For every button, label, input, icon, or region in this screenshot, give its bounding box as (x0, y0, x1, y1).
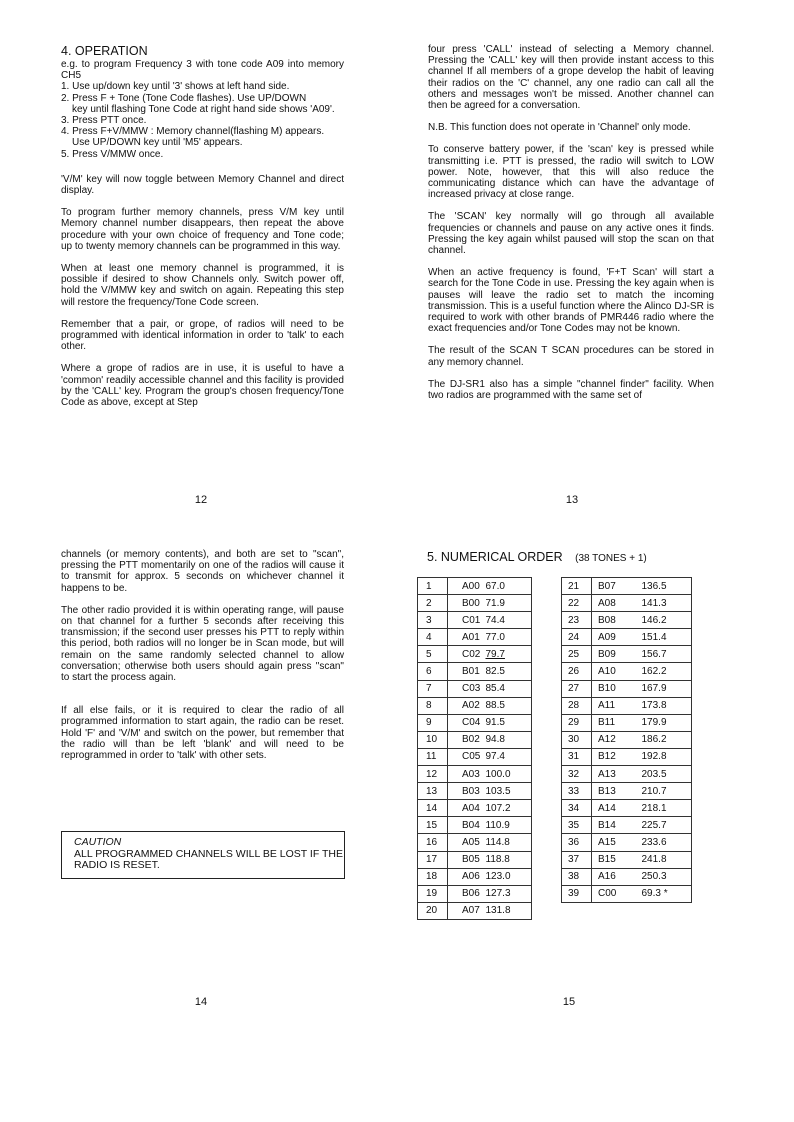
tone-code: A14 (592, 800, 632, 817)
tones-table-right (561, 577, 692, 903)
tone-index: 19 (418, 885, 448, 902)
numerical-order-subheading: (38 TONES + 1) (575, 553, 647, 564)
tone-code: B02 (448, 731, 482, 748)
tone-index: 16 (418, 834, 448, 851)
tone-row (418, 629, 532, 646)
step-4: 4. Press F+V/MMW : Memory channel(flashing M) appears. (61, 126, 325, 138)
paragraph: 'V/M' key will now toggle between Memory Channel and direct display. (61, 173, 344, 197)
tone-index: 2 (418, 595, 448, 612)
tone-frequency: 210.7 (632, 783, 692, 800)
paragraph: channels (or memory contents), and both are set to "scan", pressing the PTT momentarily on one of the radios will cause it to transmit for approx. 5 seconds on whichever channel it happens to be. (61, 549, 344, 594)
tone-row (562, 817, 692, 834)
paragraph: four press 'CALL' instead of selecting a Memory channel. Pressing the 'CALL' key will then provide instant access to this channel If all members of a grope develop the habit of leaving their radios on the 'C' channel, any one radio can call all the others and messages won't be missed. Another channel can then be agreed for a conversation. (428, 44, 714, 112)
tone-row (418, 748, 532, 765)
tone-row (418, 851, 532, 868)
tone-code: A00 (448, 578, 482, 595)
tone-index: 12 (418, 766, 448, 783)
tone-index: 10 (418, 731, 448, 748)
tone-code: A01 (448, 629, 482, 646)
tone-code: B01 (448, 663, 482, 680)
tone-index: 15 (418, 817, 448, 834)
tone-row (418, 885, 532, 902)
tone-index: 29 (562, 714, 592, 731)
tone-index: 27 (562, 680, 592, 697)
tone-row (562, 629, 692, 646)
tone-frequency: 85.4 (482, 680, 532, 697)
tone-code: C05 (448, 748, 482, 765)
tone-row (562, 731, 692, 748)
tone-index: 6 (418, 663, 448, 680)
tone-frequency: 141.3 (632, 595, 692, 612)
tone-code: A04 (448, 800, 482, 817)
tone-code: A05 (448, 834, 482, 851)
page-number: 13 (565, 494, 579, 506)
tone-code: B13 (592, 783, 632, 800)
tone-code: B10 (592, 680, 632, 697)
tone-index: 1 (418, 578, 448, 595)
tone-code: B00 (448, 595, 482, 612)
tone-index: 14 (418, 800, 448, 817)
tone-index: 24 (562, 629, 592, 646)
tone-row (562, 714, 692, 731)
paragraph: The DJ-SR1 also has a simple "channel finder" facility. When two radios are programmed with the same set of (428, 378, 714, 402)
tone-frequency: 100.0 (482, 766, 532, 783)
tone-frequency: 118.8 (482, 851, 532, 868)
step-5: 5. Press V/MMW once. (61, 148, 164, 160)
tone-index: 33 (562, 783, 592, 800)
tone-row (562, 646, 692, 663)
tone-row (562, 766, 692, 783)
tone-frequency: 114.8 (482, 834, 532, 851)
tone-frequency: 241.8 (632, 851, 692, 868)
tone-index: 13 (418, 783, 448, 800)
tone-frequency: 88.5 (482, 697, 532, 714)
tone-code: A10 (592, 663, 632, 680)
numerical-order-heading: 5. NUMERICAL ORDER (427, 550, 563, 564)
tone-frequency: 179.9 (632, 714, 692, 731)
tone-index: 30 (562, 731, 592, 748)
tone-row (562, 680, 692, 697)
page-number: 15 (562, 996, 576, 1008)
tone-frequency: 103.5 (482, 783, 532, 800)
tone-index: 7 (418, 680, 448, 697)
tone-code: C01 (448, 612, 482, 629)
tone-code: A13 (592, 766, 632, 783)
tone-index: 39 (562, 885, 592, 902)
tone-frequency: 79.7 (482, 646, 532, 663)
tone-row (418, 783, 532, 800)
step-2: 2. Press F + Tone (Tone Code flashes). Use UP/DOWN (61, 92, 307, 104)
tone-frequency: 186.2 (632, 731, 692, 748)
tone-frequency: 74.4 (482, 612, 532, 629)
tone-code: C04 (448, 714, 482, 731)
tone-code: C00 (592, 885, 632, 902)
tone-row (562, 595, 692, 612)
tone-frequency: 69.3 * (632, 885, 692, 902)
page-number: 12 (194, 494, 208, 506)
tone-index: 23 (562, 612, 592, 629)
tone-code: C02 (448, 646, 482, 663)
tone-frequency: 71.9 (482, 595, 532, 612)
paragraph: When at least one memory channel is programmed, it is possible if desired to show Channels only. Switch power off, hold the V/MMW key and switch on again. Repeating this step will restore the frequency/Tone Code screen. (61, 263, 344, 308)
operation-intro: e.g. to program Frequency 3 with tone code A09 into memory CH5 (61, 59, 344, 82)
tone-row (562, 851, 692, 868)
tone-row (562, 697, 692, 714)
tone-frequency: 82.5 (482, 663, 532, 680)
tone-row (418, 612, 532, 629)
tone-code: A03 (448, 766, 482, 783)
step-4-cont: Use UP/DOWN key until 'M5' appears. (72, 137, 243, 149)
tone-row (418, 578, 532, 595)
tone-index: 22 (562, 595, 592, 612)
tone-row (418, 902, 532, 919)
page-number: 14 (194, 996, 208, 1008)
tone-frequency: 233.6 (632, 834, 692, 851)
tone-frequency: 97.4 (482, 748, 532, 765)
paragraph: The other radio provided it is within operating range, will pause on that channel for a further 5 seconds after receiving this transmission; if the second user presses his PTT to reply within this period, both radios will no longer be in Scan mode, but will remain on the same randomly selected channel to allow conversation; otherwise both users should again press "scan" to start the process again. (61, 604, 344, 684)
tone-code: A16 (592, 868, 632, 885)
paragraph: Remember that a pair, or grope, of radios will need to be programmed with identical information in order to 'talk' to each other. (61, 318, 344, 353)
step-2-cont: key until flashing Tone Code at right hand side shows 'A09'. (72, 103, 335, 115)
tone-frequency: 110.9 (482, 817, 532, 834)
tone-index: 25 (562, 646, 592, 663)
tone-code: B05 (448, 851, 482, 868)
tone-row (562, 748, 692, 765)
paragraph: The result of the SCAN T SCAN procedures can be stored in any memory channel. (428, 345, 714, 368)
tone-index: 32 (562, 766, 592, 783)
tone-code: B08 (592, 612, 632, 629)
step-3: 3. Press PTT once. (61, 115, 147, 127)
numerical-order-title (427, 548, 647, 566)
tone-code: B14 (592, 817, 632, 834)
tone-row (562, 800, 692, 817)
page-13-column (428, 44, 714, 412)
tone-frequency: 162.2 (632, 663, 692, 680)
tone-row (562, 612, 692, 629)
tone-row (418, 766, 532, 783)
tone-frequency: 127.3 (482, 885, 532, 902)
tone-frequency: 167.9 (632, 680, 692, 697)
tone-frequency: 173.8 (632, 697, 692, 714)
tone-index: 5 (418, 646, 448, 663)
tone-index: 4 (418, 629, 448, 646)
tone-index: 18 (418, 868, 448, 885)
tone-frequency: 156.7 (632, 646, 692, 663)
caution-title: CAUTION (74, 836, 122, 848)
tone-index: 11 (418, 748, 448, 765)
operation-steps (61, 81, 344, 159)
paragraph: Where a grope of radios are in use, it is useful to have a 'common' readily accessible channel and this facility is provided by the 'CALL' key. Program the group's chosen frequency/Tone Code as above, except at Step (61, 363, 344, 409)
tone-code: B15 (592, 851, 632, 868)
tone-frequency: 146.2 (632, 612, 692, 629)
page-12-column (61, 44, 344, 419)
tone-row (418, 680, 532, 697)
tone-frequency: 151.4 (632, 629, 692, 646)
tone-code: A12 (592, 731, 632, 748)
operation-heading: 4. OPERATION (61, 44, 148, 58)
tone-row (562, 663, 692, 680)
tone-index: 17 (418, 851, 448, 868)
tone-row (418, 697, 532, 714)
tone-code: A06 (448, 868, 482, 885)
paragraph: If all else fails, or it is required to clear the radio of all programmed information to start again, the radio can be reset. Hold 'F' and 'V/M' and switch on the power, but remember that the radio will than be left 'blank' and will need to be reprogrammed in order to 'talk' with other sets. (61, 705, 344, 762)
tone-code: A09 (592, 629, 632, 646)
tone-index: 31 (562, 748, 592, 765)
tone-row (562, 885, 692, 902)
tone-index: 36 (562, 834, 592, 851)
tone-row (418, 817, 532, 834)
tone-row (562, 783, 692, 800)
tone-index: 35 (562, 817, 592, 834)
tone-code: A08 (592, 595, 632, 612)
step-1: 1. Use up/down key until '3' shows at left hand side. (61, 81, 290, 93)
tone-index: 38 (562, 868, 592, 885)
paragraph: When an active frequency is found, 'F+T Scan' will start a search for the Tone Code in use. Pressing the key again when is pauses will leave the radio set to match the incoming transmission. This is a useful function where the Alinco DJ-SR is required to work with other brands of PMR446 radio where the exact frequencies and/or Tone Codes may not be known. (428, 267, 714, 335)
tone-code: B06 (448, 885, 482, 902)
tone-index: 3 (418, 612, 448, 629)
tone-code: A07 (448, 902, 482, 919)
tone-index: 21 (562, 578, 592, 595)
tone-row (418, 663, 532, 680)
tone-row (418, 714, 532, 731)
tone-code: B03 (448, 783, 482, 800)
tone-row (418, 868, 532, 885)
tone-row (562, 868, 692, 885)
tone-row (418, 595, 532, 612)
tone-code: A11 (592, 697, 632, 714)
tone-code: B11 (592, 714, 632, 731)
tone-frequency: 225.7 (632, 817, 692, 834)
tone-index: 37 (562, 851, 592, 868)
tone-index: 20 (418, 902, 448, 919)
tone-frequency: 67.0 (482, 578, 532, 595)
tone-row (418, 731, 532, 748)
tone-code: B12 (592, 748, 632, 765)
tone-frequency: 136.5 (632, 578, 692, 595)
tone-frequency: 91.5 (482, 714, 532, 731)
tone-code: B09 (592, 646, 632, 663)
tone-code: B04 (448, 817, 482, 834)
caution-text: ALL PROGRAMMED CHANNELS WILL BE LOST IF THE RADIO IS RESET. (74, 847, 343, 871)
tone-code: A15 (592, 834, 632, 851)
tone-code: C03 (448, 680, 482, 697)
page-14-column (61, 549, 344, 772)
tone-frequency: 94.8 (482, 731, 532, 748)
tone-code: A02 (448, 697, 482, 714)
tone-row (418, 646, 532, 663)
tone-frequency: 107.2 (482, 800, 532, 817)
tone-row (418, 834, 532, 851)
tones-table-left (417, 577, 532, 920)
tone-row (418, 800, 532, 817)
tone-frequency: 192.8 (632, 748, 692, 765)
tone-frequency: 203.5 (632, 766, 692, 783)
tone-row (562, 834, 692, 851)
tone-frequency: 77.0 (482, 629, 532, 646)
tone-code: B07 (592, 578, 632, 595)
tone-frequency: 218.1 (632, 800, 692, 817)
tone-index: 34 (562, 800, 592, 817)
paragraph: The 'SCAN' key normally will go through all available frequencies or channels and pause on any active ones it finds. Pressing the key again whilst paused will stop the scan on that channel. (428, 211, 714, 257)
tone-row (562, 578, 692, 595)
tone-frequency: 131.8 (482, 902, 532, 919)
tone-index: 26 (562, 663, 592, 680)
caution-box (61, 831, 345, 879)
paragraph: To conserve battery power, if the 'scan' key is pressed while transmitting i.e. PTT is pressed, the radio will switch to LOW power. Note, however, that this will also reduce the communicating distance which can have the advantage of increased privacy at close range. (428, 144, 714, 201)
tone-index: 8 (418, 697, 448, 714)
paragraph: To program further memory channels, press V/M key until Memory channel number disappears, then repeat the above procedure with your own choice of frequency and Tone code; up to twenty memory channels can be programmed in this way. (61, 207, 344, 252)
tone-index: 9 (418, 714, 448, 731)
tone-frequency: 250.3 (632, 868, 692, 885)
tone-index: 28 (562, 697, 592, 714)
paragraph: N.B. This function does not operate in 'Channel' only mode. (428, 122, 691, 134)
tone-frequency: 123.0 (482, 868, 532, 885)
